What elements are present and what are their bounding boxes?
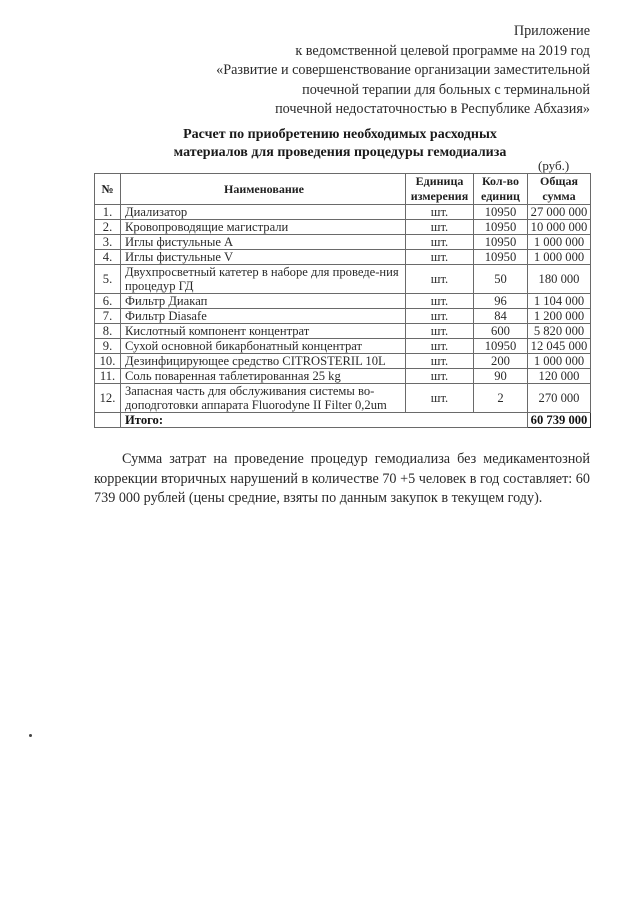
row-sum: 120 000 (528, 369, 591, 384)
row-qty: 10950 (474, 250, 528, 265)
row-qty: 50 (474, 265, 528, 294)
row-qty: 10950 (474, 235, 528, 250)
header-unit: Единица измерения (406, 174, 474, 205)
total-row (95, 413, 591, 428)
table-row (95, 339, 591, 354)
row-sum: 270 000 (528, 384, 591, 413)
row-qty: 200 (474, 354, 528, 369)
row-name: Кровопроводящие магистрали (121, 220, 406, 235)
title-line: Расчет по приобретению необходимых расходных (183, 127, 497, 142)
appendix-line: почечной терапии для больных с терминальной (302, 81, 590, 98)
header-num: № (95, 174, 121, 205)
summary-text: Сумма затрат на проведение процедур гемодиализа без медикаментозной коррекции вторичных нарушений в количестве 70 +5 человек в год составляет: 60 739 000 рублей (цены средние, взяты по данным закупок в текущем году). (94, 451, 590, 507)
row-unit: шт. (406, 220, 474, 235)
row-unit: шт. (406, 205, 474, 220)
row-name: Фильтр Diasafe (121, 309, 406, 324)
scan-speck (29, 734, 32, 737)
appendix-line: «Развитие и совершенствование организации заместительной (216, 62, 590, 79)
table-row (95, 309, 591, 324)
row-unit: шт. (406, 324, 474, 339)
document-title (150, 126, 530, 162)
total-num-cell (95, 413, 121, 428)
row-num: 9. (95, 339, 121, 354)
row-sum: 1 200 000 (528, 309, 591, 324)
row-sum: 27 000 000 (528, 205, 591, 220)
row-qty: 600 (474, 324, 528, 339)
row-unit: шт. (406, 384, 474, 413)
row-name: Иглы фистульные А (121, 235, 406, 250)
row-sum: 5 820 000 (528, 324, 591, 339)
row-num: 10. (95, 354, 121, 369)
row-qty: 90 (474, 369, 528, 384)
row-sum: 1 000 000 (528, 354, 591, 369)
table-row (95, 220, 591, 235)
header-qty: Кол-во единиц (474, 174, 528, 205)
row-num: 4. (95, 250, 121, 265)
table-row (95, 265, 591, 294)
row-name: Фильтр Диакап (121, 294, 406, 309)
row-name: Соль поваренная таблетированная 25 kg (121, 369, 406, 384)
row-qty: 2 (474, 384, 528, 413)
row-name: Дезинфицирующее средство CITROSTERIL 10L (121, 354, 406, 369)
table-row (95, 250, 591, 265)
row-num: 6. (95, 294, 121, 309)
table-row (95, 294, 591, 309)
row-sum: 1 000 000 (528, 250, 591, 265)
row-num: 8. (95, 324, 121, 339)
row-unit: шт. (406, 309, 474, 324)
row-qty: 10950 (474, 220, 528, 235)
table-row (95, 369, 591, 384)
row-num: 1. (95, 205, 121, 220)
title-line: материалов для проведения процедуры гемодиализа (173, 145, 507, 160)
row-unit: шт. (406, 354, 474, 369)
appendix-header (216, 22, 590, 120)
row-unit: шт. (406, 339, 474, 354)
row-qty: 96 (474, 294, 528, 309)
row-num: 12. (95, 384, 121, 413)
row-unit: шт. (406, 265, 474, 294)
summary-paragraph (94, 450, 590, 509)
row-name: Кислотный компонент концентрат (121, 324, 406, 339)
header-name: Наименование (121, 174, 406, 205)
table-header-row (95, 174, 591, 205)
row-unit: шт. (406, 250, 474, 265)
currency-note: (руб.) (538, 158, 570, 173)
row-num: 5. (95, 265, 121, 294)
header-sum: Общая сумма (528, 174, 591, 205)
row-name: Диализатор (121, 205, 406, 220)
table-row (95, 354, 591, 369)
row-qty: 10950 (474, 205, 528, 220)
table-row (95, 324, 591, 339)
row-sum: 12 045 000 (528, 339, 591, 354)
row-qty: 84 (474, 309, 528, 324)
row-qty: 10950 (474, 339, 528, 354)
row-unit: шт. (406, 235, 474, 250)
row-num: 11. (95, 369, 121, 384)
row-num: 7. (95, 309, 121, 324)
row-sum: 10 000 000 (528, 220, 591, 235)
appendix-line: к ведомственной целевой программе на 2019 год (295, 42, 590, 59)
materials-table (94, 173, 591, 428)
table-row (95, 384, 591, 413)
row-sum: 180 000 (528, 265, 591, 294)
row-num: 2. (95, 220, 121, 235)
appendix-line: Приложение (513, 23, 590, 39)
row-name: Двухпросветный катетер в наборе для проведе-ния процедур ГД (121, 265, 406, 294)
appendix-line: почечной недостаточностью в Республике Абхазия» (275, 101, 590, 118)
row-unit: шт. (406, 369, 474, 384)
total-label: Итого: (121, 413, 528, 428)
total-sum: 60 739 000 (528, 413, 591, 428)
row-name: Иглы фистульные V (121, 250, 406, 265)
row-sum: 1 104 000 (528, 294, 591, 309)
row-unit: шт. (406, 294, 474, 309)
row-name: Сухой основной бикарбонатный концентрат (121, 339, 406, 354)
row-num: 3. (95, 235, 121, 250)
table-row (95, 205, 591, 220)
row-name: Запасная часть для обслуживания системы во-доподготовки аппарата Fluorodyne II Filter 0,2um (121, 384, 406, 413)
table-row (95, 235, 591, 250)
row-sum: 1 000 000 (528, 235, 591, 250)
